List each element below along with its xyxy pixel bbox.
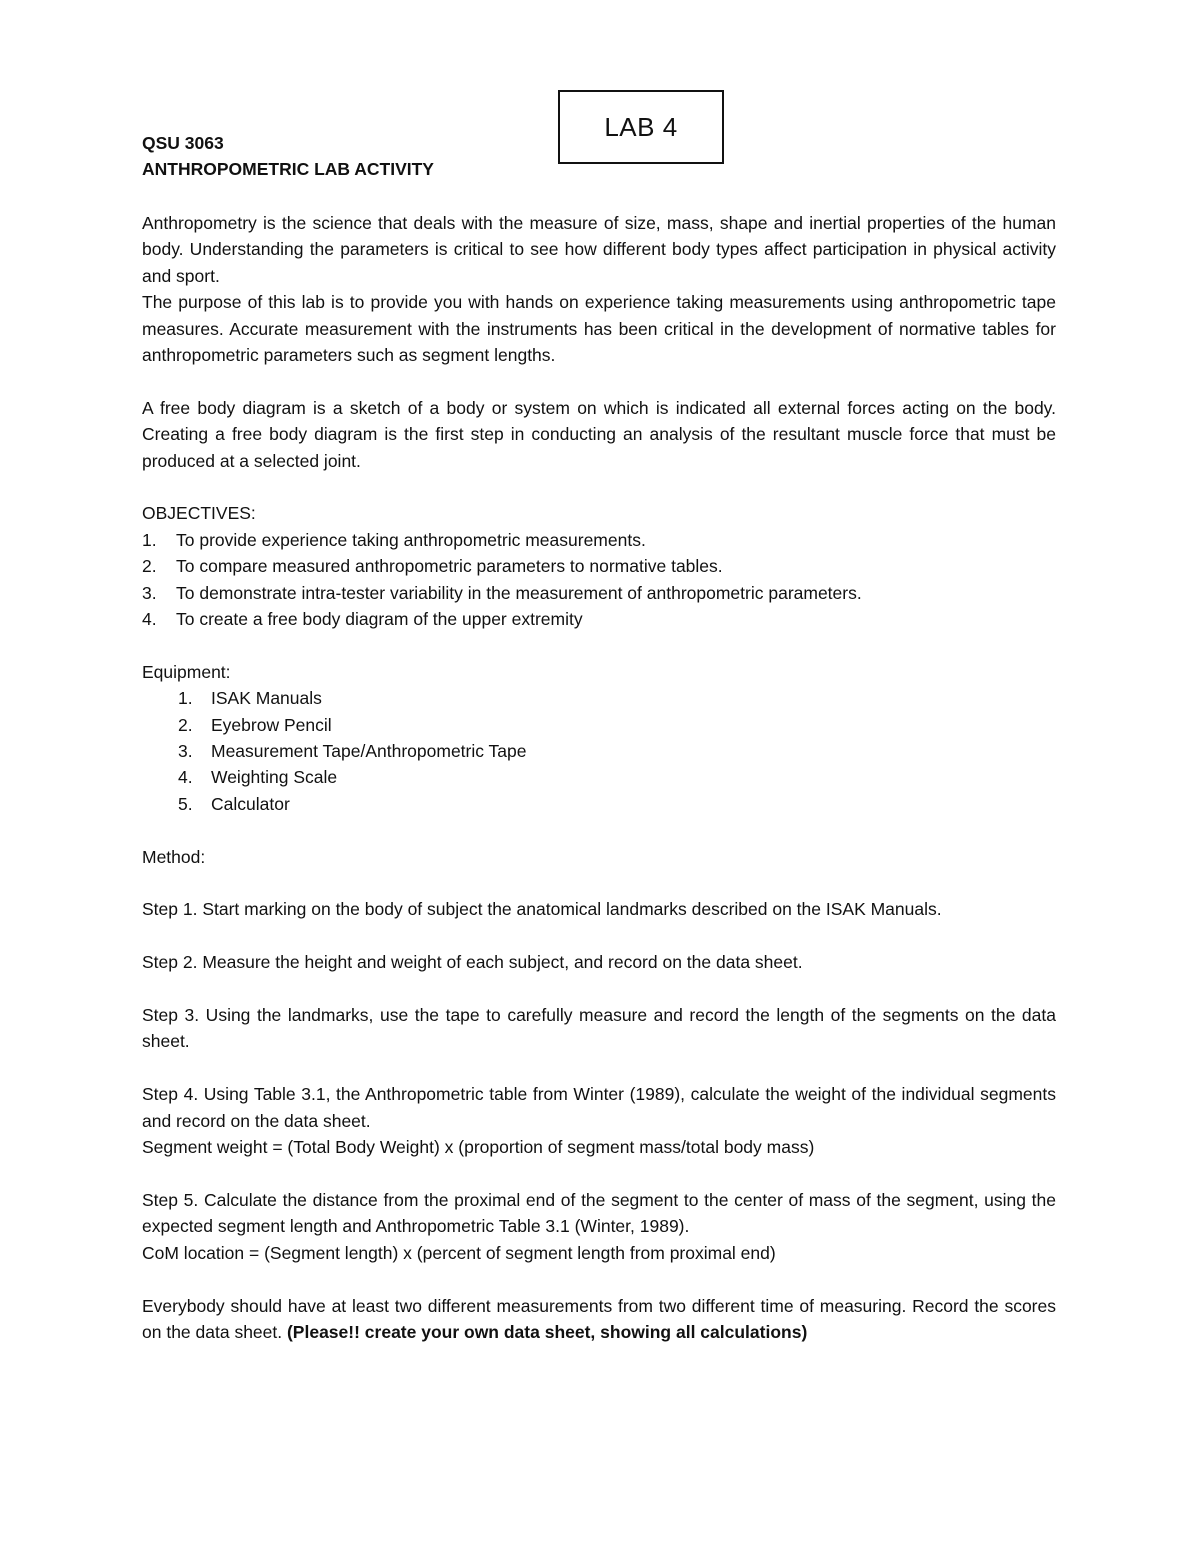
list-item: 3. Measurement Tape/Anthropometric Tape (178, 741, 527, 762)
document-header (142, 130, 434, 183)
lab-number-box (558, 90, 724, 164)
list-item: 1. To provide experience taking anthropometric measurements. (142, 529, 646, 550)
closing-paragraph (142, 1293, 1056, 1346)
com-location-formula: CoM location = (Segment length) x (percent of segment length from proximal end) (142, 1242, 776, 1263)
list-item: 2. To compare measured anthropometric parameters to normative tables. (142, 556, 723, 577)
objectives-list (142, 527, 1056, 633)
lab-label: LAB 4 (604, 111, 678, 142)
method-step-3: Step 3. Using the landmarks, use the tape to carefully measure and record the length of the segments on the data sheet. (142, 1005, 1056, 1052)
method-step-1: Step 1. Start marking on the body of subject the anatomical landmarks described on the ISAK Manuals. (142, 899, 942, 920)
equipment-heading: Equipment: (142, 661, 231, 682)
document-body (142, 210, 1056, 1345)
closing-emphasis: (Please!! create your own data sheet, showing all calculations) (286, 1321, 808, 1342)
segment-weight-formula: Segment weight = (Total Body Weight) x (proportion of segment mass/total body mass) (142, 1137, 815, 1158)
list-item: 1. ISAK Manuals (178, 688, 322, 709)
method-step-4: Step 4. Using Table 3.1, the Anthropometric table from Winter (1989), calculate the weight of the individual segments and record on the data sheet. (142, 1084, 1056, 1131)
course-code: QSU 3063 (142, 133, 224, 153)
list-item: 2. Eyebrow Pencil (178, 714, 332, 735)
closing-text: Everybody should have at least two different measurements from two different time of measuring. Record the scores on the data sheet. (142, 1295, 1056, 1342)
intro-paragraph-3: A free body diagram is a sketch of a body or system on which is indicated all external forces acting on the body. Creating a free body diagram is the first step in conducting an analysis of the resultant muscle force that must be produced at a selected joint. (142, 397, 1056, 471)
intro-paragraph-2: The purpose of this lab is to provide you with hands on experience taking measurements using anthropometric tape measures. Accurate measurement with the instruments has been critical in the development of normative tables for anthropometric parameters such as segment lengths. (142, 292, 1056, 366)
method-heading: Method: (142, 846, 206, 867)
intro-paragraph-1: Anthropometry is the science that deals with the measure of size, mass, shape and inertial properties of the human body. Understanding the parameters is critical to see how different body types affect participation in physical activity and sport. (142, 213, 1056, 286)
list-item: 4. To create a free body diagram of the upper extremity (142, 609, 583, 630)
equipment-list (142, 685, 1056, 817)
activity-title: ANTHROPOMETRIC LAB ACTIVITY (142, 159, 434, 180)
objectives-heading: OBJECTIVES: (142, 503, 256, 524)
list-item: 5. Calculator (178, 793, 290, 814)
list-item: 3. To demonstrate intra-tester variability in the measurement of anthropometric parameters. (142, 582, 862, 603)
list-item: 4. Weighting Scale (178, 767, 338, 788)
method-step-5: Step 5. Calculate the distance from the proximal end of the segment to the center of mass of the segment, using the expected segment length and Anthropometric Table 3.1 (Winter, 1989). (142, 1189, 1056, 1237)
method-step-2: Step 2. Measure the height and weight of each subject, and record on the data sheet. (142, 952, 803, 973)
